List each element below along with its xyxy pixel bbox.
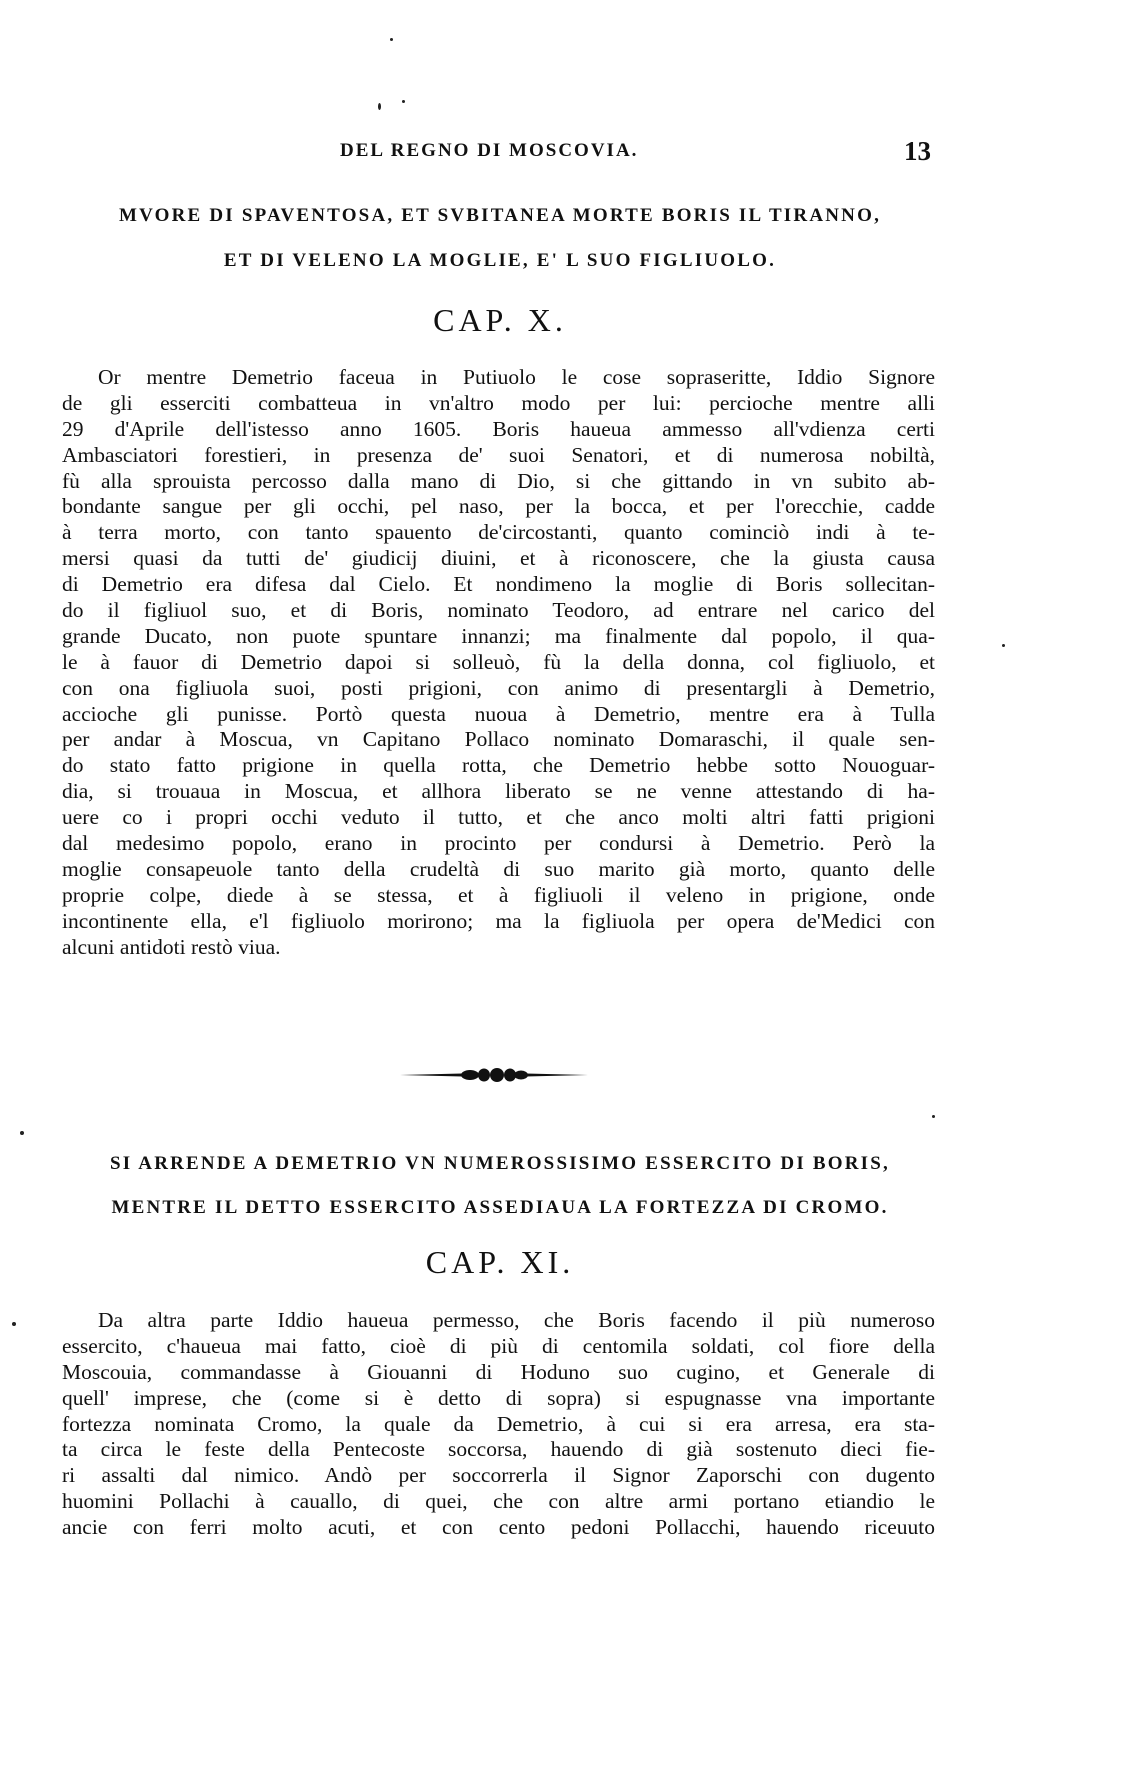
chapter-x-label: CAP. X. — [433, 302, 567, 338]
scan-speck — [402, 100, 405, 103]
text-line: ri assalti dal nimico. Andò per soccorrerla il Signor Zaporschi con dugento — [62, 1463, 935, 1488]
text-line: proprie colpe, diede à se stessa, et à figliuoli il veleno in prigione, onde — [62, 882, 935, 907]
chapter-xi-heading-line: MENTRE IL DETTO ESSERCITO ASSEDIAUA LA FORTEZZA DI CROMO. — [111, 1197, 889, 1218]
text-line: uere co i propri occhi veduto il tutto, et che anco molti altri fatti prigioni — [62, 805, 935, 830]
text-line: grande Ducato, non puote spuntare innanzi; ma finalmente dal popolo, il qua- — [62, 623, 935, 648]
text-line: le à fauor di Demetrio dapoi si solleuò, fù la della donna, col figliuolo, et — [62, 649, 935, 674]
text-line: ancie con ferri molto acuti, et con cento pedoni Pollacchi, hauendo riceuuto — [62, 1515, 935, 1540]
text-line: quell' imprese, che (come si è detto di sopra) si espugnasse vna importante — [62, 1385, 935, 1410]
scan-speck — [932, 1115, 935, 1118]
text-line: accioche gli punisse. Portò questa nuoua à Demetrio, mentre era à Tulla — [62, 701, 935, 726]
text-line: Moscouia, commandasse à Giouanni di Hoduno suo cugino, et Generale di — [62, 1359, 935, 1384]
text-line: mersi quasi da tutti de' giudicij diuini, et à riconoscere, che la giusta causa — [62, 546, 935, 571]
text-line: dia, si trouaua in Moscua, et allhora liberato se ne venne attestando di ha- — [62, 779, 935, 804]
chapter-x-heading-line: MVORE DI SPAVENTOSA, ET SVBITANEA MORTE BORIS IL TIRANNO, — [118, 205, 882, 226]
chapter-x-paragraph — [62, 365, 935, 960]
scan-speck — [12, 1322, 16, 1326]
text-line: huomini Pollachi à cauallo, di quei, che con altre armi portano etiandio le — [62, 1489, 935, 1514]
text-line: con ona figliuola suoi, posti prigioni, con animo di presentargli à Demetrio, — [62, 675, 935, 700]
chapter-xi-label: CAP. XI. — [425, 1244, 575, 1280]
text-line: do il figliuol suo, et di Boris, nominato Teodoro, ad entrare nel carico del — [62, 598, 935, 623]
text-line: essercito, c'haueua mai fatto, cioè di più di centomila soldati, col fiore della — [62, 1333, 935, 1358]
text-line: alcuni antidoti restò viua. — [62, 934, 281, 959]
text-line: fù alla sprouista percosso dalla mano di Dio, si che gittando in vn subito ab- — [62, 468, 935, 493]
text-line: fortezza nominata Cromo, la quale da Demetrio, à cui si era arresa, era sta- — [62, 1411, 935, 1436]
text-line: incontinente ella, e'l figliuolo morirono; ma la figliuola per opera de'Medici con — [62, 908, 935, 933]
scan-speck — [20, 1131, 24, 1135]
chapter-x-heading — [60, 193, 940, 283]
text-line: bondante sangue per gli occhi, pel naso, per la bocca, et per l'orecchie, cadde — [62, 494, 935, 519]
text-line: dal medesimo popolo, erano in procinto per condursi à Demetrio. Però la — [62, 831, 935, 856]
text-line: Da altra parte Iddio haueua permesso, che Boris facendo il più numeroso — [98, 1308, 935, 1332]
text-line: de gli esserciti combatteua in vn'altro modo per lui: percioche mentre alli — [62, 390, 935, 415]
chapter-xi-paragraph — [62, 1308, 935, 1541]
ornament-divider-icon — [400, 1065, 588, 1085]
scan-speck — [390, 38, 393, 41]
text-line: ta circa le feste della Pentecoste soccorsa, hauendo di già sostenuto dieci fie- — [62, 1437, 935, 1462]
chapter-x-heading-line: ET DI VELENO LA MOGLIE, E' L SUO FIGLIUOLO. — [223, 250, 777, 271]
page-number: 13 — [904, 136, 931, 166]
text-line: Or mentre Demetrio faceua in Putiuolo le cose sopraseritte, Iddio Signore — [98, 365, 935, 389]
scan-speck — [1002, 644, 1005, 647]
text-line: 29 d'Aprile dell'istesso anno 1605. Boris haueua ammesso all'vdienza certi — [62, 416, 935, 441]
text-line: per andar à Moscua, vn Capitano Pollaco nominato Domaraschi, il quale sen- — [62, 727, 935, 752]
chapter-xi-heading — [60, 1142, 940, 1230]
chapter-xi-heading-line: SI ARRENDE A DEMETRIO VN NUMEROSSISIMO ESSERCITO DI BORIS, — [110, 1153, 890, 1174]
scan-speck — [378, 103, 381, 110]
text-line: Ambasciatori forestieri, in presenza de' suoi Senatori, et di numerosa nobiltà, — [62, 442, 935, 467]
running-head: DEL REGNO DI MOSCOVIA. — [340, 140, 639, 161]
text-line: à terra morto, con tanto spauento de'circostanti, quanto cominciò indi à te- — [62, 520, 935, 545]
text-line: di Demetrio era difesa dal Cielo. Et nondimeno la moglie di Boris sollecitan- — [62, 572, 935, 597]
text-line: do stato fatto prigione in quella rotta, che Demetrio hebbe sotto Nouoguar- — [62, 753, 935, 778]
text-line: moglie consapeuole tanto della crudeltà di suo marito già morto, quanto delle — [62, 856, 935, 881]
